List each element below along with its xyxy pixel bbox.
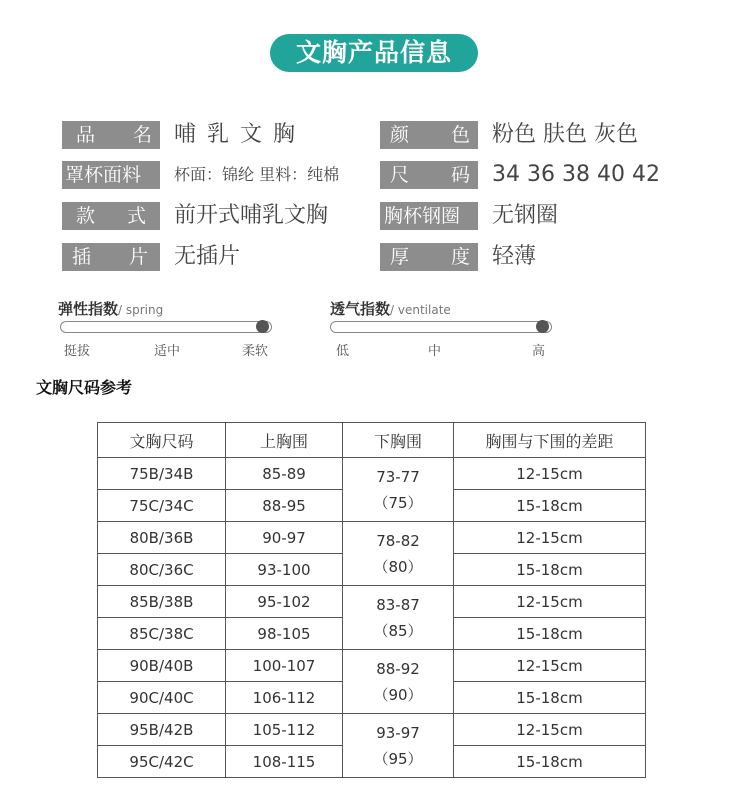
size-table-body <box>98 458 646 778</box>
breathability-knob <box>536 320 549 333</box>
tag-char: 式 <box>126 205 146 227</box>
cell-difference: 15-18cm <box>454 554 646 586</box>
cell-upper-bust: 98-105 <box>226 618 343 650</box>
cell-difference: 12-15cm <box>454 458 646 490</box>
cell-upper-bust: 88-95 <box>226 490 343 522</box>
info-value: 哺 乳 文 胸 <box>174 122 297 147</box>
cell-difference: 15-18cm <box>454 746 646 778</box>
elasticity-indicator <box>58 298 278 358</box>
under-bust-range: 83-87 <box>376 595 420 614</box>
cell-difference: 12-15cm <box>454 714 646 746</box>
under-bust-range: 78-82 <box>376 531 420 550</box>
under-bust-range: 88-92 <box>376 659 420 678</box>
under-bust-mid: （95） <box>373 749 423 768</box>
info-value: 轻薄 <box>492 244 537 269</box>
page-title: 文胸产品信息 <box>270 34 478 72</box>
under-bust-range: 73-77 <box>376 467 420 486</box>
info-row-size <box>380 161 680 191</box>
info-row-name <box>62 121 362 151</box>
info-value: 前开式哺乳文胸 <box>174 203 329 228</box>
cell-size: 90C/40C <box>98 682 226 714</box>
under-bust-mid: （80） <box>373 557 423 576</box>
elasticity-label-low: 挺拔 <box>64 344 91 359</box>
table-row <box>98 458 646 490</box>
tag-char: 片 <box>128 246 148 268</box>
cell-upper-bust: 90-97 <box>226 522 343 554</box>
tag-char: 厚 <box>390 246 410 268</box>
elasticity-knob <box>256 320 269 333</box>
cell-size: 95C/42C <box>98 746 226 778</box>
breathability-label-high: 高 <box>532 344 546 359</box>
info-value: 杯面：锦纶 里料：纯棉 <box>174 165 340 184</box>
breathability-indicator <box>330 298 560 358</box>
info-value: 34 36 38 40 42 <box>492 162 660 187</box>
cell-difference: 15-18cm <box>454 490 646 522</box>
info-tag <box>380 243 478 271</box>
cell-under-bust <box>343 714 454 778</box>
info-tag <box>62 243 160 271</box>
tag-char: 度 <box>450 246 470 268</box>
cell-under-bust <box>343 522 454 586</box>
cell-upper-bust: 95-102 <box>226 586 343 618</box>
info-row-fabric <box>62 161 362 191</box>
header-difference: 胸围与下围的差距 <box>454 423 646 458</box>
cell-difference: 15-18cm <box>454 682 646 714</box>
breathability-title: 透气指数/ ventilate <box>330 300 451 318</box>
cell-size: 85C/38C <box>98 618 226 650</box>
info-value: 无插片 <box>174 244 241 269</box>
cell-upper-bust: 105-112 <box>226 714 343 746</box>
elasticity-title-cn: 弹性指数 <box>58 300 119 318</box>
info-tag <box>62 161 160 189</box>
cell-size: 80B/36B <box>98 522 226 554</box>
cell-upper-bust: 93-100 <box>226 554 343 586</box>
table-row <box>98 650 646 682</box>
table-row <box>98 522 646 554</box>
info-row-thickness <box>380 243 680 273</box>
under-bust-mid: （90） <box>373 685 423 704</box>
tag-char: 尺 <box>390 164 410 186</box>
info-value: 无钢圈 <box>492 203 559 228</box>
cell-under-bust <box>343 650 454 714</box>
breathability-label-mid: 中 <box>428 344 442 359</box>
tag-char: 颜 <box>390 124 410 146</box>
tag-char: 品 <box>76 124 96 146</box>
size-table <box>97 422 646 778</box>
cell-size: 80C/36C <box>98 554 226 586</box>
cell-difference: 12-15cm <box>454 586 646 618</box>
header-upper-bust: 上胸围 <box>226 423 343 458</box>
elasticity-title: 弹性指数/ spring <box>58 300 164 318</box>
under-bust-mid: （85） <box>373 621 423 640</box>
cell-size: 75C/34C <box>98 490 226 522</box>
info-tag <box>380 202 478 230</box>
info-value: 粉色 肤色 灰色 <box>492 122 638 147</box>
cell-difference: 15-18cm <box>454 618 646 650</box>
info-tag <box>62 202 160 230</box>
header-size: 文胸尺码 <box>98 423 226 458</box>
under-bust-range: 93-97 <box>376 723 420 742</box>
cell-upper-bust: 85-89 <box>226 458 343 490</box>
info-row-wire <box>380 202 680 232</box>
cell-size: 85B/38B <box>98 586 226 618</box>
breathability-label-low: 低 <box>336 344 350 359</box>
tag-char: 码 <box>450 164 470 186</box>
cell-under-bust <box>343 458 454 522</box>
cell-difference: 12-15cm <box>454 650 646 682</box>
tag-text: 胸杯钢圈 <box>384 205 461 227</box>
table-row <box>98 714 646 746</box>
header-under-bust: 下胸围 <box>343 423 454 458</box>
tag-text: 罩杯面料 <box>65 164 142 186</box>
cell-size: 95B/42B <box>98 714 226 746</box>
info-tag <box>380 121 478 149</box>
info-row-insert <box>62 243 362 273</box>
size-table-header-row <box>98 423 646 458</box>
size-section-title: 文胸尺码参考 <box>36 378 133 397</box>
table-row <box>98 586 646 618</box>
info-tag <box>380 161 478 189</box>
tag-char: 插 <box>72 246 92 268</box>
elasticity-title-en: spring <box>125 303 164 317</box>
tag-char: 色 <box>450 124 470 146</box>
breathability-title-cn: 透气指数 <box>330 300 391 318</box>
cell-upper-bust: 106-112 <box>226 682 343 714</box>
info-tag <box>62 121 160 149</box>
tag-char: 名 <box>132 124 152 146</box>
cell-size: 90B/40B <box>98 650 226 682</box>
cell-under-bust <box>343 586 454 650</box>
cell-upper-bust: 108-115 <box>226 746 343 778</box>
cell-size: 75B/34B <box>98 458 226 490</box>
info-row-style <box>62 202 362 232</box>
breathability-track <box>330 321 552 333</box>
breathability-title-en: ventilate <box>397 303 451 317</box>
info-row-color <box>380 121 680 151</box>
elasticity-track <box>60 321 272 333</box>
tag-char: 款 <box>76 205 96 227</box>
elasticity-label-high: 柔软 <box>242 344 269 359</box>
cell-difference: 12-15cm <box>454 522 646 554</box>
under-bust-mid: （75） <box>373 493 423 512</box>
elasticity-label-mid: 适中 <box>154 344 181 359</box>
cell-upper-bust: 100-107 <box>226 650 343 682</box>
